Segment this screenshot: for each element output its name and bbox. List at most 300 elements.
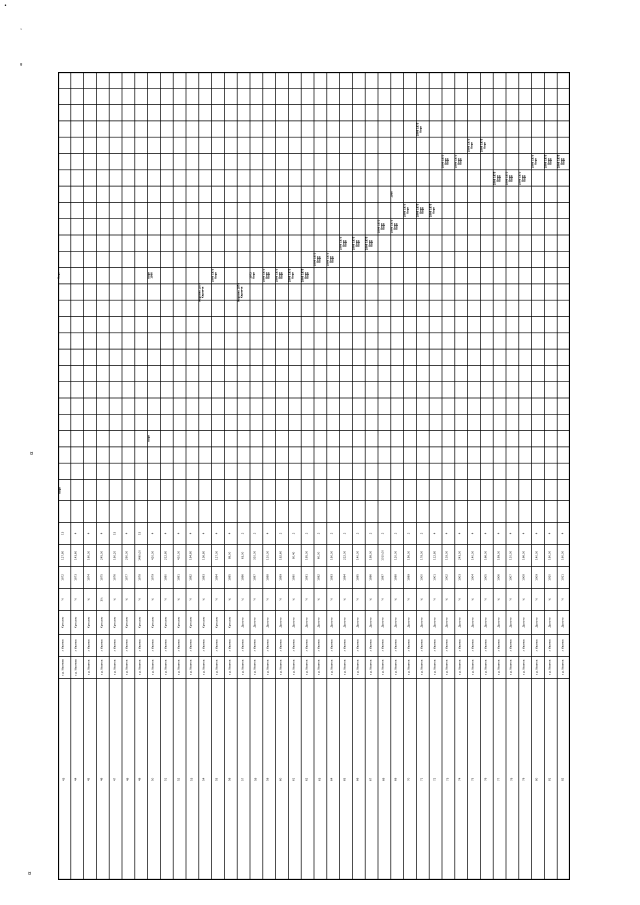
- cell-place: з д. Иванов: [407, 659, 411, 676]
- cell-annotation-line: Кирп: [265, 272, 269, 280]
- cell-type: Долото: [292, 617, 296, 628]
- cell-fraction: ¾: [394, 598, 398, 601]
- cell-no: 79: [522, 777, 526, 781]
- cell-year: 1876: [113, 574, 117, 581]
- cell-year: 1873: [74, 574, 78, 581]
- cell-place: з д. Иванов: [471, 659, 475, 676]
- cell-qty: 13: [62, 531, 66, 536]
- cell-annotation-line: Кирп: [470, 141, 474, 149]
- cell-qty: 4: [548, 532, 552, 535]
- cell-annotation: [430, 198, 441, 224]
- cell-year: 1895: [356, 574, 360, 581]
- cell-annotation-line: Кирп: [357, 239, 361, 247]
- margin-mark: ¤: [28, 871, 32, 877]
- cell-annotation-line: Кирп: [395, 223, 399, 231]
- cell-year: 1883: [202, 574, 206, 581]
- cell-fraction: ¾: [125, 598, 129, 601]
- cell-fraction: ½: [356, 598, 360, 601]
- cell-year: 1902: [445, 574, 449, 581]
- cell-weight: 118,00: [445, 550, 449, 561]
- cell-annotation-line: Кирп: [290, 272, 294, 280]
- cell-year: 1887: [253, 574, 257, 581]
- cell-weight: 166,00: [522, 550, 526, 561]
- cell-weight: 110,00: [266, 550, 270, 561]
- cell-qty: 2: [330, 532, 334, 535]
- cell-annotation-line: Кирп: [58, 486, 62, 494]
- cell-type: Долото: [381, 617, 385, 628]
- cell-fraction: ¾: [202, 598, 206, 601]
- cell-no: 73: [445, 777, 449, 781]
- cell-year: 1874: [87, 574, 91, 581]
- cell-place: з д. Иванов: [548, 659, 552, 676]
- cell-place: з д. Иванов: [394, 659, 398, 676]
- cell-annotation-line: Кирп: [342, 239, 346, 247]
- cell-fraction: ½: [305, 598, 309, 601]
- cell-place: з д. Иванов: [164, 659, 168, 676]
- cell-qty: 4: [202, 532, 206, 535]
- cell-location: з Иванов: [164, 639, 168, 652]
- cell-annotation-line: 1866 1875: [314, 252, 317, 267]
- cell-type: Кресало: [189, 616, 193, 629]
- cell-year: 1907: [509, 574, 513, 581]
- cell-year: 1882: [189, 574, 193, 581]
- cell-location: з Иванов: [266, 639, 270, 652]
- cell-fraction: ½: [381, 598, 385, 601]
- cell-fraction: ½: [253, 598, 257, 601]
- cell-annotation: [494, 165, 505, 191]
- cell-annotation-line: 1866 1875: [365, 236, 369, 250]
- cell-location: з Иванов: [471, 639, 475, 652]
- cell-annotation-line: Кирп: [267, 272, 271, 280]
- cell-annotation-line: Кирп: [534, 158, 538, 166]
- cell-no: 50: [151, 777, 155, 781]
- cell-type: Долото: [317, 617, 321, 628]
- cell-fraction: ½: [138, 598, 142, 601]
- cell-annotation-line: Кирп: [459, 158, 463, 166]
- cell-fraction: ½: [561, 598, 565, 601]
- cell-location: з Иванов: [317, 639, 321, 652]
- cell-weight: 160,00: [87, 550, 91, 561]
- cell-no: 48: [126, 777, 130, 781]
- cell-qty: 4: [87, 532, 91, 535]
- cell-location: з Иванов: [215, 639, 219, 652]
- cell-annotation-line: Кирп: [278, 272, 282, 280]
- cell-annotation-line: 1866 1875: [442, 154, 445, 169]
- cell-type: Кресало: [164, 616, 168, 629]
- cell-place: з д. Иванов: [125, 659, 129, 676]
- cell-place: з д. Иванов: [381, 659, 385, 676]
- cell-place: з д. Иванов: [202, 659, 206, 676]
- cell-annotation-line: 1866 1875: [429, 203, 433, 218]
- cell-location: з Иванов: [381, 639, 385, 652]
- cell-annotation-line: Кирп: [546, 158, 550, 166]
- cell-no: 51: [164, 777, 168, 781]
- cell-place: з д. Иванов: [189, 659, 193, 676]
- cell-year: 1889: [279, 574, 283, 581]
- cell-type: Кресало: [125, 616, 129, 629]
- cell-qty: 4: [151, 532, 155, 535]
- cell-annotation: [289, 263, 300, 289]
- cell-year: 1899: [407, 574, 411, 581]
- cell-annotation-line: 1866 1875: [557, 154, 561, 169]
- cell-fraction: ¾: [445, 598, 449, 601]
- cell-weight: 136,80: [202, 550, 206, 561]
- cell-type: Кресало: [138, 616, 142, 629]
- cell-annotation-line: Кирпичн: [239, 286, 243, 298]
- cell-fraction: ½: [266, 598, 270, 601]
- cell-annotation-line: 1866 1875: [262, 268, 266, 283]
- cell-qty: 4: [445, 532, 449, 535]
- cell-fraction: ¾: [151, 598, 155, 601]
- cell-type: Долото: [241, 617, 245, 628]
- cell-fraction: ½: [62, 598, 66, 601]
- cell-qty: 2: [253, 532, 257, 535]
- cell-annotation-line: Кирп: [147, 435, 151, 443]
- cell-no: 70: [407, 777, 411, 781]
- cell-type: Долото: [484, 617, 488, 628]
- cell-qty: 2: [241, 532, 245, 535]
- cell-annotation-line: Кирп: [457, 158, 461, 166]
- cell-fraction: ¾: [317, 598, 321, 601]
- cell-fraction: ½: [433, 598, 437, 601]
- cell-annotation-line: Кирп: [367, 239, 371, 247]
- cell-type: Кресало: [215, 616, 219, 629]
- cell-qty: 4: [125, 532, 129, 535]
- cell-annotation-line: Кирп: [303, 272, 307, 280]
- cell-place: з д. Иванов: [279, 659, 283, 676]
- cell-annotation: [251, 263, 262, 289]
- cell-annotation-line: 1866 1875: [416, 203, 420, 218]
- cell-location: з Иванов: [548, 639, 552, 652]
- cell-location: з Иванов: [343, 639, 347, 652]
- cell-annotation-line: 1866 1875: [544, 154, 548, 169]
- cell-no: 55: [215, 777, 219, 781]
- cell-location: з Иванов: [241, 639, 245, 652]
- cell-weight: 60,00: [317, 551, 321, 560]
- cell-year: 1900: [420, 574, 424, 581]
- cell-type: Долото: [369, 617, 373, 628]
- cell-weight: 140,00: [471, 550, 475, 561]
- cell-year: 1904: [471, 574, 475, 581]
- cell-type: Долото: [420, 617, 424, 628]
- cell-annotation: [392, 181, 403, 207]
- cell-place: з д. Иванов: [497, 659, 501, 676]
- cell-weight: 243,00: [458, 550, 462, 561]
- cell-annotation-line: Кирп: [418, 207, 422, 214]
- cell-qty: 15: [113, 531, 117, 536]
- cell-year: 1886: [241, 574, 245, 581]
- cell-annotation: [417, 198, 428, 224]
- cell-location: з Иванов: [177, 639, 181, 652]
- cell-place: з д. Иванов: [253, 659, 257, 676]
- cell-no: 46: [100, 777, 104, 781]
- cell-weight: 127,00: [215, 550, 219, 561]
- cell-annotation: [353, 230, 364, 256]
- cell-annotation-line: Кирп: [482, 141, 486, 149]
- cell-year: 1892: [317, 574, 321, 581]
- cell-annotation-line: Кирп: [58, 272, 62, 280]
- cell-qty: 2: [356, 532, 360, 535]
- cell-weight: 190,00: [330, 550, 334, 561]
- cell-annotation-line: Кирп: [252, 272, 256, 280]
- cell-annotation-line: Кирп: [316, 256, 320, 263]
- cell-annotation-line: Кирп: [329, 256, 333, 263]
- cell-no: 81: [548, 777, 552, 781]
- cell-fraction: ¼: [241, 598, 245, 601]
- cell-location: з Иванов: [522, 639, 526, 652]
- cell-annotation-line: 1866 1875: [467, 138, 471, 153]
- cell-location: з Иванов: [125, 639, 129, 652]
- cell-place: з д. Иванов: [522, 659, 526, 676]
- cell-weight: 1010,00: [381, 550, 385, 561]
- cell-location: з Иванов: [87, 639, 91, 652]
- cell-fraction: ¾: [471, 598, 475, 601]
- cell-type: Кресало: [113, 616, 117, 629]
- cell-year: 1908: [522, 574, 526, 581]
- cell-qty: 4: [561, 532, 565, 535]
- cell-qty: 4: [177, 532, 181, 535]
- cell-annotation: [507, 165, 518, 191]
- cell-location: з Иванов: [394, 639, 398, 652]
- cell-annotation-line: Кирп: [498, 174, 502, 182]
- cell-location: з Иванов: [189, 639, 193, 652]
- cell-type: Долото: [471, 617, 475, 628]
- cell-year: 1906: [497, 574, 501, 581]
- cell-place: з д. Иванов: [113, 659, 117, 676]
- cell-place: з д. Иванов: [177, 659, 181, 676]
- cell-place: з д. Иванов: [509, 659, 513, 676]
- cell-fraction: ¾: [292, 598, 296, 601]
- cell-location: з Иванов: [458, 639, 462, 652]
- cell-place: з д. Иванов: [369, 659, 373, 676]
- cell-location: з Иванов: [138, 639, 142, 652]
- cell-place: з д. Иванов: [215, 659, 219, 676]
- cell-annotation-line: 1866 1875: [531, 154, 535, 169]
- cell-no: 82: [561, 777, 565, 781]
- cell-fraction: ½: [330, 598, 334, 601]
- cell-qty: 15: [138, 531, 142, 536]
- cell-type: Долото: [305, 617, 309, 628]
- cell-year: 1890: [292, 574, 296, 581]
- cell-annotation: [328, 246, 339, 272]
- cell-annotation: [558, 149, 569, 175]
- cell-no: 77: [497, 777, 501, 781]
- cell-annotation-line: 1866 1875: [378, 220, 381, 234]
- cell-annotation: [469, 132, 480, 158]
- cell-year: 1891: [305, 574, 309, 581]
- cell-annotation-line: Кирп: [562, 158, 566, 166]
- cell-no: 72: [433, 777, 437, 781]
- cell-place: з д. Иваново: [62, 658, 66, 677]
- cell-annotation-line: Кирп: [418, 125, 422, 133]
- cell-annotation-line: 1866 1875: [339, 236, 343, 250]
- cell-annotation-line: Кирп: [354, 239, 358, 247]
- cell-weight: 410,00: [177, 550, 181, 561]
- cell-no: 61: [292, 777, 296, 781]
- cell-annotation: [277, 263, 288, 289]
- cell-annotation-line: Кирп: [214, 272, 218, 280]
- cell-weight: 140,00: [535, 550, 539, 561]
- cell-place: з д. Иванов: [445, 659, 449, 676]
- cell-type: Долото: [497, 617, 501, 628]
- cell-fraction: ¾: [228, 598, 232, 601]
- cell-weight: 280,00: [125, 550, 129, 561]
- cell-place: з д. Иванов: [292, 659, 296, 676]
- cell-location: з Иванов: [151, 639, 155, 652]
- cell-weight: 190,20: [113, 550, 117, 561]
- cell-type: Кресало: [228, 616, 232, 629]
- cell-place: з д. Иванов: [241, 659, 245, 676]
- cell-fraction: ½: [407, 598, 411, 601]
- cell-annotation-line: Кирпичн 1874: [237, 282, 241, 302]
- cell-fraction: ½: [279, 598, 283, 601]
- cell-year: 1909: [535, 574, 539, 581]
- cell-year: 1905: [484, 574, 488, 581]
- cell-weight: 110,00: [509, 550, 513, 561]
- cell-year: 1877: [125, 574, 129, 581]
- cell-no: 74: [458, 777, 462, 781]
- cell-year: 1885: [228, 574, 232, 581]
- cell-no: 49: [138, 777, 142, 781]
- cell-annotation-line: Кирп: [431, 207, 435, 214]
- cell-no: 60: [279, 777, 283, 781]
- cell-annotation-line: 1866 1875: [506, 171, 509, 185]
- cell-location: з Иванов: [202, 639, 206, 652]
- cell-annotation: [302, 263, 313, 289]
- cell-annotation-line: 1866: [150, 272, 154, 279]
- cell-annotation-line: Кирп: [495, 174, 499, 182]
- cell-weight: 156,00: [407, 550, 411, 561]
- cell-type: Долото: [445, 617, 449, 628]
- cell-no: 62: [305, 777, 309, 781]
- cell-no: 76: [484, 777, 488, 781]
- cell-location: з Иванов: [420, 639, 424, 652]
- cell-fraction: ¾: [87, 598, 91, 601]
- cell-weight: 245,00: [100, 550, 104, 561]
- cell-place: з д. Иванов: [343, 659, 347, 676]
- cell-fraction: ¾: [343, 598, 347, 601]
- cell-qty: 4: [522, 532, 526, 535]
- cell-type: Долото: [394, 617, 398, 628]
- cell-no: 67: [369, 777, 373, 781]
- cell-place: з д. Иванов: [535, 659, 539, 676]
- cell-year: 1893: [330, 574, 334, 581]
- cell-qty: 4: [100, 532, 104, 535]
- cell-weight: 160,00: [561, 550, 565, 561]
- cell-annotation-line: 1866 1875: [480, 138, 484, 153]
- cell-year: 1901: [433, 574, 437, 581]
- cell-qty: 2: [317, 532, 321, 535]
- cell-type: Кресало: [202, 616, 206, 629]
- cell-no: 63: [317, 777, 321, 781]
- cell-location: з Иванов: [100, 639, 104, 652]
- cell-place: з д. Иванов: [356, 659, 360, 676]
- cell-annotation: [200, 279, 211, 305]
- cell-annotation-line: Кирп: [306, 272, 310, 280]
- cell-weight: 63,00: [241, 551, 245, 560]
- cell-place: з д. Иванов: [138, 659, 142, 676]
- cell-weight: 88,00: [228, 551, 232, 560]
- cell-fraction: ¾: [420, 598, 424, 601]
- cell-fraction: ¾: [369, 598, 373, 601]
- cell-annotation-line: 1866 1875: [416, 122, 420, 136]
- cell-place: з д. Иванов: [484, 659, 488, 676]
- cell-no: 45: [87, 777, 91, 781]
- cell-annotation: [405, 198, 416, 224]
- cell-place: з д. Иванов: [266, 659, 270, 676]
- cell-location: з Иванов: [62, 639, 66, 652]
- cell-weight: 140,00: [356, 550, 360, 561]
- cell-type: Долото: [330, 617, 334, 628]
- cell-qty: 4: [74, 532, 78, 535]
- cell-location: з Иванов: [535, 639, 539, 652]
- cell-weight: 185,00: [305, 550, 309, 561]
- cell-location: з Иванов: [369, 639, 373, 652]
- cell-type: Долото: [407, 617, 411, 628]
- cell-annotation-line: Кирп: [523, 174, 527, 182]
- cell-annotation: [443, 149, 454, 175]
- cell-year: 1897: [381, 574, 385, 581]
- cell-no: 57: [241, 777, 245, 781]
- cell-place: з д. Иванов: [100, 659, 104, 676]
- cell-weight: 188,00: [369, 550, 373, 561]
- cell-year: 1911: [561, 574, 565, 581]
- cell-annotation-line: Кирп: [406, 207, 410, 214]
- cell-annotation: [481, 132, 492, 158]
- cell-annotation-line: Кирп: [370, 239, 374, 247]
- cell-location: з Иванов: [356, 639, 360, 652]
- cell-no: 53: [189, 777, 193, 781]
- cell-year: 1894: [343, 574, 347, 581]
- cell-qty: 4: [433, 532, 437, 535]
- cell-type: Кресало: [74, 616, 78, 629]
- cell-qty: 4: [484, 532, 488, 535]
- cell-qty: 2: [381, 532, 385, 535]
- cell-annotation: [149, 263, 160, 289]
- cell-annotation-line: Кирп: [344, 239, 348, 247]
- cell-fraction: ½: [74, 598, 78, 601]
- cell-no: 75: [471, 777, 475, 781]
- cell-annotation-line: Кирп: [147, 272, 151, 280]
- cell-annotation-line: 1873: [250, 272, 253, 279]
- margin-mark: •: [4, 3, 7, 9]
- cell-no: 78: [509, 777, 513, 781]
- cell-no: 80: [535, 777, 539, 781]
- cell-type: Долото: [509, 617, 513, 628]
- cell-type: Кресало: [87, 616, 91, 629]
- cell-annotation-line: Кирп: [549, 158, 553, 166]
- cell-annotation: [417, 116, 428, 142]
- cell-place: з д. Иваново: [74, 658, 78, 677]
- cell-no: 65: [343, 777, 347, 781]
- cell-fraction: ¾: [497, 598, 501, 601]
- cell-fraction: ¾: [177, 598, 181, 601]
- cell-type: Долото: [279, 617, 283, 628]
- cell-place: з д. Иванов: [458, 659, 462, 676]
- cell-type: Кресало: [177, 616, 181, 629]
- cell-annotation: [59, 473, 70, 507]
- cell-location: з Иванов: [433, 639, 437, 652]
- cell-qty: 4: [215, 532, 219, 535]
- cell-qty: 2: [420, 532, 424, 535]
- cell-year: 1879: [151, 574, 155, 581]
- cell-annotation-line: Кирп: [511, 174, 515, 182]
- cell-weight: 190,00: [548, 550, 552, 561]
- margin-mark: ˘: [20, 29, 23, 35]
- cell-annotation-line: Кирп: [421, 207, 425, 214]
- cell-annotation: [59, 263, 70, 289]
- cell-annotation: [456, 149, 467, 175]
